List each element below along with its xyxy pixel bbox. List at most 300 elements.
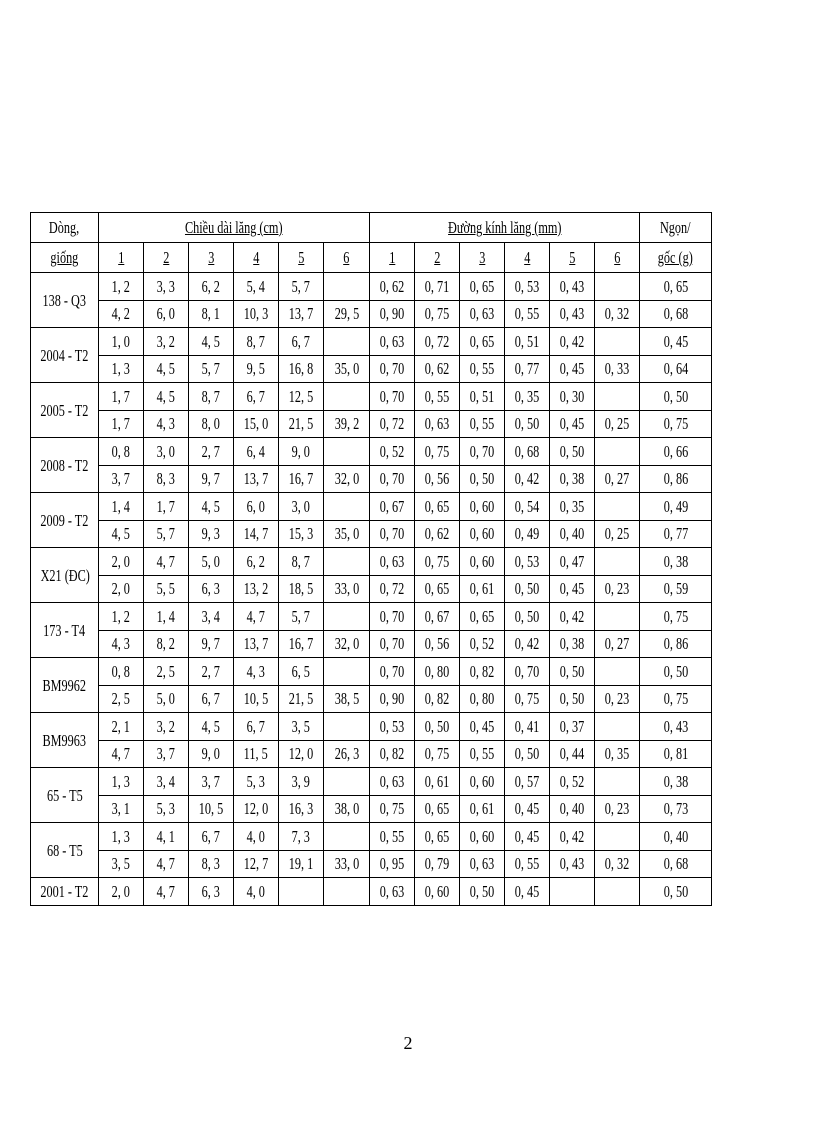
length-cell: 16, 7 <box>279 465 324 493</box>
diameter-cell: 0, 80 <box>415 658 460 686</box>
length-cell: 4, 7 <box>234 603 279 631</box>
length-cell: 5, 0 <box>189 548 234 576</box>
length-cell: 9, 3 <box>189 520 234 548</box>
header-dia-col-3: 3 <box>460 243 505 273</box>
table-row <box>31 465 712 493</box>
header-dia-col-4: 4 <box>505 243 550 273</box>
diameter-cell: 0, 63 <box>370 768 415 796</box>
ratio-cell: 0, 77 <box>640 520 712 548</box>
diameter-cell: 0, 42 <box>505 465 550 493</box>
length-cell: 5, 3 <box>234 768 279 796</box>
length-cell <box>324 768 370 796</box>
length-cell: 6, 3 <box>189 575 234 603</box>
length-cell <box>324 878 370 906</box>
diameter-cell: 0, 55 <box>460 355 505 383</box>
length-cell: 12, 7 <box>234 850 279 878</box>
diameter-cell: 0, 70 <box>370 383 415 411</box>
diameter-cell: 0, 70 <box>370 630 415 658</box>
diameter-cell: 0, 82 <box>415 685 460 713</box>
diameter-cell <box>595 438 640 466</box>
length-cell: 3, 4 <box>189 603 234 631</box>
diameter-cell: 0, 43 <box>550 300 595 328</box>
length-cell <box>324 438 370 466</box>
table-row <box>31 740 712 768</box>
line-name-cell: 68 - T5 <box>31 823 99 878</box>
diameter-cell: 0, 55 <box>460 410 505 438</box>
diameter-cell: 0, 60 <box>460 768 505 796</box>
length-cell: 2, 0 <box>99 575 144 603</box>
length-cell: 1, 2 <box>99 603 144 631</box>
diameter-cell: 0, 53 <box>505 273 550 301</box>
diameter-cell: 0, 67 <box>370 493 415 521</box>
length-cell: 1, 4 <box>99 493 144 521</box>
diameter-cell: 0, 71 <box>415 273 460 301</box>
ratio-cell: 0, 65 <box>640 273 712 301</box>
ratio-cell: 0, 50 <box>640 383 712 411</box>
ratio-cell: 0, 73 <box>640 795 712 823</box>
diameter-cell: 0, 63 <box>460 300 505 328</box>
diameter-cell: 0, 51 <box>505 328 550 356</box>
header-line: Dòng, <box>31 213 99 243</box>
length-cell: 5, 7 <box>279 603 324 631</box>
diameter-cell: 0, 52 <box>460 630 505 658</box>
diameter-cell: 0, 65 <box>415 493 460 521</box>
diameter-cell: 0, 62 <box>370 273 415 301</box>
diameter-cell: 0, 45 <box>550 410 595 438</box>
diameter-cell: 0, 63 <box>460 850 505 878</box>
diameter-cell: 0, 55 <box>415 383 460 411</box>
diameter-cell: 0, 77 <box>505 355 550 383</box>
diameter-cell: 0, 63 <box>370 878 415 906</box>
diameter-cell: 0, 50 <box>415 713 460 741</box>
table-row <box>31 548 712 576</box>
table-row <box>31 685 712 713</box>
length-cell: 10, 3 <box>234 300 279 328</box>
length-cell: 9, 0 <box>279 438 324 466</box>
diameter-cell: 0, 63 <box>370 548 415 576</box>
length-cell: 4, 1 <box>144 823 189 851</box>
length-cell: 3, 5 <box>279 713 324 741</box>
diameter-cell <box>595 493 640 521</box>
diameter-cell: 0, 50 <box>505 740 550 768</box>
ratio-cell: 0, 59 <box>640 575 712 603</box>
table-row <box>31 520 712 548</box>
length-cell: 2, 1 <box>99 713 144 741</box>
ratio-cell: 0, 81 <box>640 740 712 768</box>
length-cell: 4, 5 <box>99 520 144 548</box>
diameter-cell <box>595 658 640 686</box>
diameter-cell: 0, 75 <box>505 685 550 713</box>
diameter-cell: 0, 79 <box>415 850 460 878</box>
diameter-cell: 0, 40 <box>550 795 595 823</box>
length-cell: 32, 0 <box>324 465 370 493</box>
length-cell: 4, 5 <box>189 493 234 521</box>
diameter-cell <box>550 878 595 906</box>
length-cell: 8, 0 <box>189 410 234 438</box>
length-cell <box>324 823 370 851</box>
diameter-cell: 0, 45 <box>505 878 550 906</box>
length-cell: 1, 7 <box>99 383 144 411</box>
length-cell: 4, 7 <box>144 850 189 878</box>
diameter-cell: 0, 43 <box>550 850 595 878</box>
diameter-cell: 0, 52 <box>550 768 595 796</box>
diameter-cell: 0, 75 <box>415 548 460 576</box>
header-dia-col-6: 6 <box>595 243 640 273</box>
length-cell: 5, 7 <box>144 520 189 548</box>
length-cell: 21, 5 <box>279 685 324 713</box>
diameter-cell: 0, 70 <box>370 355 415 383</box>
diameter-cell: 0, 47 <box>550 548 595 576</box>
length-cell: 35, 0 <box>324 520 370 548</box>
length-cell: 9, 7 <box>189 630 234 658</box>
length-cell: 6, 0 <box>234 493 279 521</box>
length-cell: 2, 5 <box>144 658 189 686</box>
line-name-cell: 65 - T5 <box>31 768 99 823</box>
ratio-cell: 0, 64 <box>640 355 712 383</box>
diameter-cell: 0, 65 <box>415 795 460 823</box>
diameter-cell: 0, 60 <box>415 878 460 906</box>
table-body <box>31 273 712 906</box>
diameter-cell: 0, 60 <box>460 548 505 576</box>
table-row <box>31 493 712 521</box>
header-dia-col-1: 1 <box>370 243 415 273</box>
diameter-cell: 0, 45 <box>505 795 550 823</box>
diameter-cell: 0, 42 <box>550 328 595 356</box>
header-row-1 <box>31 213 712 243</box>
line-name-cell: 2004 - T2 <box>31 328 99 383</box>
length-cell: 35, 0 <box>324 355 370 383</box>
length-cell: 15, 3 <box>279 520 324 548</box>
length-cell: 2, 0 <box>99 548 144 576</box>
length-cell: 6, 7 <box>234 713 279 741</box>
diameter-cell: 0, 65 <box>460 328 505 356</box>
diameter-cell: 0, 23 <box>595 685 640 713</box>
length-cell: 5, 7 <box>189 355 234 383</box>
diameter-cell: 0, 72 <box>415 328 460 356</box>
ratio-cell: 0, 45 <box>640 328 712 356</box>
table-row <box>31 273 712 301</box>
header-variety: giống <box>31 243 99 273</box>
table-row <box>31 630 712 658</box>
length-cell <box>324 273 370 301</box>
diameter-cell: 0, 37 <box>550 713 595 741</box>
length-cell: 3, 1 <box>99 795 144 823</box>
ratio-cell: 0, 66 <box>640 438 712 466</box>
diameter-cell: 0, 45 <box>550 355 595 383</box>
diameter-cell <box>595 603 640 631</box>
length-cell: 12, 0 <box>234 795 279 823</box>
length-cell: 39, 2 <box>324 410 370 438</box>
length-cell: 19, 1 <box>279 850 324 878</box>
length-cell: 3, 2 <box>144 713 189 741</box>
diameter-cell <box>595 383 640 411</box>
diameter-cell: 0, 42 <box>550 603 595 631</box>
length-cell: 3, 4 <box>144 768 189 796</box>
diameter-cell: 0, 70 <box>370 603 415 631</box>
table-row <box>31 823 712 851</box>
length-cell: 8, 1 <box>189 300 234 328</box>
length-cell: 10, 5 <box>189 795 234 823</box>
length-cell: 11, 5 <box>234 740 279 768</box>
length-cell: 1, 3 <box>99 355 144 383</box>
diameter-cell: 0, 57 <box>505 768 550 796</box>
diameter-cell <box>595 273 640 301</box>
table-row <box>31 878 712 906</box>
line-name-cell: 2001 - T2 <box>31 878 99 906</box>
length-cell: 1, 7 <box>144 493 189 521</box>
table-row <box>31 355 712 383</box>
diameter-cell: 0, 51 <box>460 383 505 411</box>
header-len-col-5: 5 <box>279 243 324 273</box>
line-name-cell: 2005 - T2 <box>31 383 99 438</box>
diameter-cell: 0, 50 <box>505 575 550 603</box>
length-cell: 33, 0 <box>324 850 370 878</box>
ratio-cell: 0, 38 <box>640 768 712 796</box>
length-cell: 4, 5 <box>144 383 189 411</box>
ratio-cell: 0, 75 <box>640 410 712 438</box>
diameter-cell: 0, 82 <box>370 740 415 768</box>
ratio-cell: 0, 43 <box>640 713 712 741</box>
length-cell <box>324 383 370 411</box>
length-cell: 2, 7 <box>189 658 234 686</box>
length-cell: 29, 5 <box>324 300 370 328</box>
diameter-cell: 0, 45 <box>505 823 550 851</box>
length-cell: 0, 8 <box>99 438 144 466</box>
diameter-cell: 0, 35 <box>595 740 640 768</box>
header-diameter-group: Đường kính lăng (mm) <box>370 213 640 243</box>
diameter-cell: 0, 68 <box>505 438 550 466</box>
length-cell: 38, 5 <box>324 685 370 713</box>
diameter-cell: 0, 67 <box>415 603 460 631</box>
ratio-cell: 0, 50 <box>640 658 712 686</box>
diameter-cell: 0, 50 <box>460 878 505 906</box>
length-cell: 8, 3 <box>189 850 234 878</box>
diameter-cell: 0, 53 <box>370 713 415 741</box>
length-cell: 4, 3 <box>144 410 189 438</box>
header-len-col-3: 3 <box>189 243 234 273</box>
table-row <box>31 328 712 356</box>
diameter-cell: 0, 75 <box>415 740 460 768</box>
header-len-col-1: 1 <box>99 243 144 273</box>
header-row-2 <box>31 243 712 273</box>
table-row <box>31 410 712 438</box>
diameter-cell: 0, 75 <box>415 300 460 328</box>
diameter-cell: 0, 23 <box>595 575 640 603</box>
length-cell: 32, 0 <box>324 630 370 658</box>
diameter-cell: 0, 50 <box>505 410 550 438</box>
diameter-cell: 0, 35 <box>550 493 595 521</box>
diameter-cell: 0, 25 <box>595 520 640 548</box>
length-cell: 3, 5 <box>99 850 144 878</box>
length-cell: 13, 7 <box>234 465 279 493</box>
length-cell: 8, 7 <box>234 328 279 356</box>
diameter-cell: 0, 42 <box>550 823 595 851</box>
length-cell: 3, 0 <box>279 493 324 521</box>
diameter-cell <box>595 548 640 576</box>
length-cell: 3, 3 <box>144 273 189 301</box>
line-name-cell: 173 - T4 <box>31 603 99 658</box>
diameter-cell: 0, 50 <box>505 603 550 631</box>
length-cell: 9, 0 <box>189 740 234 768</box>
length-cell: 3, 2 <box>144 328 189 356</box>
ratio-cell: 0, 38 <box>640 548 712 576</box>
length-cell: 2, 0 <box>99 878 144 906</box>
diameter-cell: 0, 65 <box>415 575 460 603</box>
length-cell: 6, 7 <box>234 383 279 411</box>
length-cell: 2, 7 <box>189 438 234 466</box>
length-cell: 4, 7 <box>144 878 189 906</box>
diameter-cell: 0, 49 <box>505 520 550 548</box>
length-cell: 1, 2 <box>99 273 144 301</box>
diameter-cell: 0, 50 <box>460 465 505 493</box>
header-yield-top: Ngọn/ <box>640 213 712 243</box>
length-cell: 4, 2 <box>99 300 144 328</box>
diameter-cell: 0, 70 <box>370 520 415 548</box>
diameter-cell: 0, 50 <box>550 658 595 686</box>
diameter-cell: 0, 75 <box>415 438 460 466</box>
diameter-cell: 0, 80 <box>460 685 505 713</box>
diameter-cell: 0, 33 <box>595 355 640 383</box>
length-cell: 6, 4 <box>234 438 279 466</box>
ratio-cell: 0, 75 <box>640 603 712 631</box>
length-cell: 6, 2 <box>234 548 279 576</box>
length-cell: 38, 0 <box>324 795 370 823</box>
length-cell: 6, 2 <box>189 273 234 301</box>
length-cell: 4, 5 <box>189 713 234 741</box>
header-dia-col-5: 5 <box>550 243 595 273</box>
diameter-cell: 0, 56 <box>415 465 460 493</box>
length-cell: 6, 7 <box>279 328 324 356</box>
length-cell: 5, 7 <box>279 273 324 301</box>
length-cell: 4, 3 <box>99 630 144 658</box>
length-cell: 9, 5 <box>234 355 279 383</box>
length-cell: 26, 3 <box>324 740 370 768</box>
table-row <box>31 603 712 631</box>
data-table <box>30 212 712 906</box>
length-cell: 4, 5 <box>189 328 234 356</box>
header-yield-bottom: gốc (g) <box>640 243 712 273</box>
diameter-cell: 0, 54 <box>505 493 550 521</box>
diameter-cell: 0, 70 <box>505 658 550 686</box>
header-length-group: Chiều dài lăng (cm) <box>99 213 370 243</box>
diameter-cell: 0, 61 <box>460 795 505 823</box>
length-cell: 9, 7 <box>189 465 234 493</box>
length-cell: 6, 5 <box>279 658 324 686</box>
diameter-cell: 0, 60 <box>460 823 505 851</box>
diameter-cell: 0, 52 <box>370 438 415 466</box>
length-cell: 8, 3 <box>144 465 189 493</box>
diameter-cell: 0, 65 <box>415 823 460 851</box>
diameter-cell: 0, 65 <box>460 273 505 301</box>
diameter-cell: 0, 62 <box>415 520 460 548</box>
diameter-cell: 0, 63 <box>370 328 415 356</box>
diameter-cell: 0, 56 <box>415 630 460 658</box>
diameter-cell: 0, 62 <box>415 355 460 383</box>
length-cell: 6, 0 <box>144 300 189 328</box>
table-row <box>31 438 712 466</box>
line-name-cell: 138 - Q3 <box>31 273 99 328</box>
ratio-cell: 0, 40 <box>640 823 712 851</box>
diameter-cell: 0, 43 <box>550 273 595 301</box>
length-cell: 8, 2 <box>144 630 189 658</box>
length-cell: 8, 7 <box>279 548 324 576</box>
length-cell: 3, 0 <box>144 438 189 466</box>
diameter-cell: 0, 27 <box>595 630 640 658</box>
ratio-cell: 0, 68 <box>640 300 712 328</box>
page-number: 2 <box>403 1033 413 1053</box>
header-dia-col-2: 2 <box>415 243 460 273</box>
length-cell <box>324 493 370 521</box>
header-len-col-4: 4 <box>234 243 279 273</box>
length-cell: 4, 5 <box>144 355 189 383</box>
diameter-cell <box>595 878 640 906</box>
diameter-cell: 0, 90 <box>370 300 415 328</box>
length-cell: 5, 5 <box>144 575 189 603</box>
table-row <box>31 575 712 603</box>
length-cell: 13, 2 <box>234 575 279 603</box>
diameter-cell: 0, 45 <box>550 575 595 603</box>
diameter-cell: 0, 55 <box>505 850 550 878</box>
diameter-cell: 0, 27 <box>595 465 640 493</box>
line-name-cell: X21 (ĐC) <box>31 548 99 603</box>
diameter-cell: 0, 60 <box>460 520 505 548</box>
length-cell: 8, 7 <box>189 383 234 411</box>
length-cell: 4, 3 <box>234 658 279 686</box>
diameter-cell: 0, 32 <box>595 300 640 328</box>
length-cell <box>324 328 370 356</box>
length-cell: 4, 7 <box>99 740 144 768</box>
diameter-cell: 0, 70 <box>370 465 415 493</box>
length-cell <box>324 548 370 576</box>
diameter-cell: 0, 60 <box>460 493 505 521</box>
length-cell <box>279 878 324 906</box>
diameter-cell <box>595 713 640 741</box>
diameter-cell: 0, 23 <box>595 795 640 823</box>
diameter-cell: 0, 75 <box>370 795 415 823</box>
diameter-cell: 0, 53 <box>505 548 550 576</box>
length-cell: 1, 7 <box>99 410 144 438</box>
diameter-cell: 0, 70 <box>460 438 505 466</box>
length-cell: 12, 0 <box>279 740 324 768</box>
diameter-cell: 0, 41 <box>505 713 550 741</box>
diameter-cell: 0, 55 <box>370 823 415 851</box>
diameter-cell <box>595 768 640 796</box>
length-cell: 4, 0 <box>234 823 279 851</box>
diameter-cell: 0, 72 <box>370 575 415 603</box>
table-row <box>31 383 712 411</box>
diameter-cell: 0, 65 <box>460 603 505 631</box>
length-cell: 1, 0 <box>99 328 144 356</box>
length-cell: 6, 3 <box>189 878 234 906</box>
length-cell: 3, 7 <box>189 768 234 796</box>
diameter-cell: 0, 50 <box>550 438 595 466</box>
diameter-cell: 0, 45 <box>460 713 505 741</box>
diameter-cell: 0, 61 <box>415 768 460 796</box>
length-cell: 5, 0 <box>144 685 189 713</box>
diameter-cell: 0, 25 <box>595 410 640 438</box>
diameter-cell: 0, 35 <box>505 383 550 411</box>
line-name-cell: BM9963 <box>31 713 99 768</box>
diameter-cell: 0, 82 <box>460 658 505 686</box>
length-cell: 16, 3 <box>279 795 324 823</box>
ratio-cell: 0, 50 <box>640 878 712 906</box>
length-cell: 12, 5 <box>279 383 324 411</box>
length-cell: 10, 5 <box>234 685 279 713</box>
ratio-cell: 0, 86 <box>640 630 712 658</box>
length-cell: 13, 7 <box>234 630 279 658</box>
length-cell <box>324 658 370 686</box>
ratio-cell: 0, 86 <box>640 465 712 493</box>
